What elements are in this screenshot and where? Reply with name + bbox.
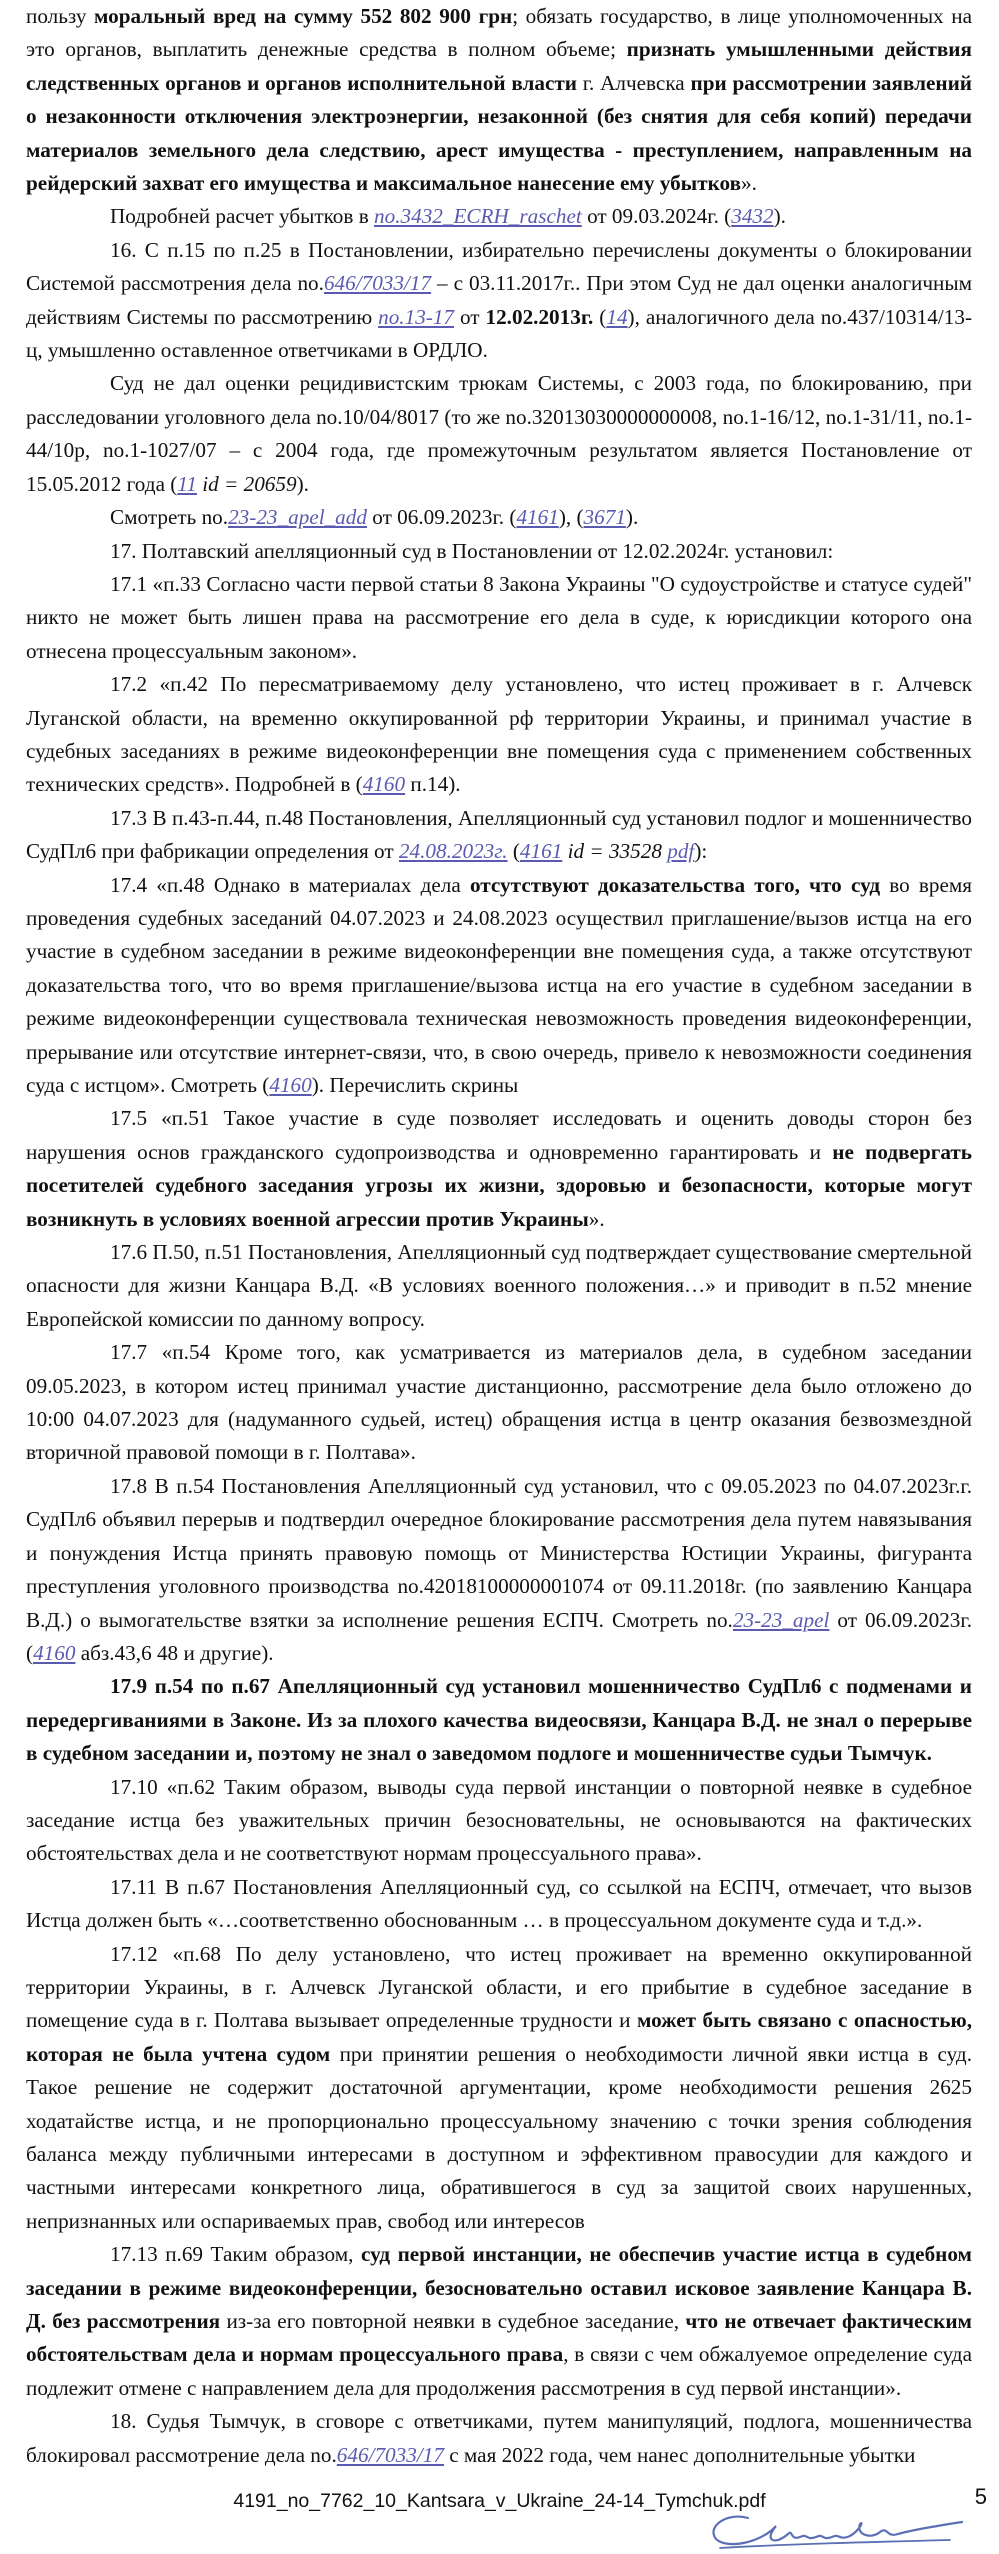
bold-text: отсутствуют доказательства того, что суд bbox=[469, 872, 881, 897]
text-run: 17.5 «п.51 Такое участие в суде позволяет исследовать и оценить доводы сторон без нарушения основ гражданского судопроизводства и одновременно гарантировать и bbox=[26, 1106, 972, 1164]
text-run: – с 03.11.2017г.. При этом Суд не дал оценки аналогичным действиям Системы по рассмотрению bbox=[26, 271, 972, 329]
text-run: Подробней расчет убытков в bbox=[110, 204, 375, 229]
document-body bbox=[26, 0, 972, 2472]
document-link[interactable]: 23-23_apel_add bbox=[228, 505, 367, 530]
paragraph bbox=[26, 2405, 972, 2472]
text-run: Смотреть no. bbox=[110, 505, 229, 530]
text-run: ). Перечислить скрины bbox=[311, 1073, 519, 1097]
paragraph bbox=[26, 1871, 972, 1938]
paragraph bbox=[26, 1470, 972, 1670]
text-run: 17.13 п.69 Таким образом, bbox=[110, 2242, 361, 2267]
paragraph bbox=[26, 1102, 972, 1236]
bold-text: может быть связано с опасностью, которая не была учтена судом bbox=[26, 2008, 973, 2066]
bold-text: 17.9 п.54 по п.67 Апелляционный суд установил мошенничество СудПл6 с подменами и передергиваниями в Законе. Из за плохого качества видеосвязи, Канцара В.Д. не знал о перерыве в судебном заседании и, поэтому не знал о заведомом подлоге и мошенничестве судьи Тымчук. bbox=[26, 1674, 972, 1766]
paragraph bbox=[26, 1236, 972, 1336]
text-run: от bbox=[454, 304, 486, 329]
paragraph bbox=[26, 568, 972, 668]
paragraph bbox=[26, 200, 972, 233]
text-run: ). bbox=[296, 471, 309, 496]
paragraph bbox=[26, 0, 972, 200]
text-run: ( bbox=[507, 839, 520, 864]
paragraph bbox=[26, 367, 972, 501]
document-link[interactable]: no.13-17 bbox=[378, 304, 455, 329]
text-run: ; обязать государство, в лице уполномоченных на это органов, выплатить денежные средства в полном объеме; bbox=[26, 4, 972, 62]
paragraph bbox=[26, 1336, 972, 1470]
document-link[interactable]: 4160 bbox=[362, 772, 406, 797]
bold-text: моральный вред на сумму 552 802 900 грн bbox=[94, 4, 513, 28]
signature-image bbox=[700, 2496, 970, 2554]
text-run: , в связи с чем обжалуемое определение суда подлежит отмене с направлением дела для продолжения рассмотрения в суд первой инстанции». bbox=[26, 2342, 972, 2400]
document-link[interactable]: 4161 bbox=[519, 839, 563, 864]
page-number: 5 bbox=[974, 2484, 987, 2509]
document-link[interactable]: 24.08.2023г. bbox=[398, 839, 508, 864]
paragraph bbox=[26, 668, 972, 802]
document-link[interactable]: 11 bbox=[177, 471, 197, 496]
italic-text: id = 20659 bbox=[196, 471, 297, 496]
text-run: 17. Полтавский апелляционный суд в Постановлении от 12.02.2024г. установил: bbox=[110, 538, 834, 563]
text-run: ). bbox=[773, 204, 786, 229]
text-run: с мая 2022 года, чем нанес дополнительные убытки bbox=[443, 2442, 916, 2467]
text-run: от 06.09.2023г. ( bbox=[366, 505, 517, 530]
text-run: ». bbox=[588, 1206, 605, 1231]
document-link[interactable]: no.3432_ECRH_raschet bbox=[374, 204, 582, 229]
document-link[interactable]: pdf bbox=[667, 839, 695, 864]
text-run: 17.3 В п.43-п.44, п.48 Постановления, Апелляционный суд установил подлог и мошенничество СудПл6 при фабрикации определения от bbox=[26, 805, 972, 864]
text-run: ( bbox=[593, 304, 607, 329]
text-run: 17.6 П.50, п.51 Постановления, Апелляционный суд подтверждает существование смертельной опасности для жизни Канцара В.Д. «В условиях военного положения…» и приводит в п.52 мнение Европейской комиссии по данному вопросу. bbox=[26, 1240, 972, 1331]
text-run: при принятии решения о необходимости личной явки истца в суд. Такое решение не содержит достаточной аргументации, кроме необходимости решения 2625 ходатайстве истца, и не пропорционально процессуальному значению с точки зрения соблюдения баланса между публичными интересами в доступном и эффективном правосудии для каждого и частными интересами конкретного лица, обратившегося в суд за защитой своих нарушенных, непризнанных или оспариваемых прав, свобод или интересов bbox=[26, 2041, 972, 2233]
italic-text: id = 33528 bbox=[562, 839, 668, 864]
footer-filename: 4191_no_7762_10_Kantsara_v_Ukraine_24-14_Tymchuk.pdf bbox=[233, 2490, 766, 2512]
text-run: во время проведения судебных заседаний 04.07.2023 и 24.08.2023 осуществил приглашение/вызов истца на его участие в судебном заседании в режиме видеоконференции вне помещения суда, а также отсутствуют доказательства того, что во время приглашение/вызова истца на его участие в судебном заседании в режиме видеоконференции существовала техническая невозможность проведения видеоконференции, прерывание или отсутствие интернет-связи, что, в свою очередь, привело к невозможности соединения суда с истцом». Смотреть ( bbox=[26, 872, 973, 1097]
text-run: от 09.03.2024г. ( bbox=[581, 204, 732, 229]
paragraph bbox=[26, 1938, 972, 2239]
paragraph bbox=[26, 1670, 972, 1770]
text-run: пользу bbox=[26, 4, 94, 28]
text-run: ), аналогичного дела no.437/10314/13-ц, умышленно оставленное ответчиками в ОРДЛО. bbox=[26, 304, 972, 363]
bold-text: признать умышленными действия следственных органов и органов исполнительной власти bbox=[26, 37, 972, 95]
document-link[interactable]: 646/7033/17 bbox=[336, 2442, 444, 2467]
paragraph bbox=[26, 234, 972, 368]
text-run: 17.1 «п.33 Согласно части первой статьи 8 Закона Украины "О судоустройстве и статусе судей" никто не может быть лишен права на рассмотрение его дела в суде, к юрисдикции которого она отнесена процессуальным законом». bbox=[26, 571, 972, 663]
paragraph bbox=[26, 2238, 972, 2405]
text-run: ». bbox=[741, 171, 757, 196]
paragraph bbox=[26, 501, 972, 534]
text-run: 17.7 «п.54 Кроме того, как усматривается из материалов дела, в судебном заседании 09.05.2023, в котором истец принимал участие дистанционно, рассмотрение дела было отложено до 10:00 04.07.2023 для (надуманного судьей, истец) обращения истца в центр оказания безвозмездной вторичной правовой помощи в г. Полтава». bbox=[26, 1340, 972, 1465]
bold-text: суд первой инстанции, не обеспечив участие истца в судебном заседании в режиме видеоконференции, безосновательно оставил исковое заявление Канцара В. Д. без рассмотрения bbox=[26, 2242, 972, 2334]
text-run: абз.43,6 48 и другие). bbox=[75, 1640, 274, 1665]
document-link[interactable]: 14 bbox=[606, 304, 628, 329]
paragraph bbox=[26, 869, 972, 1103]
text-run: ): bbox=[694, 839, 708, 864]
paragraph bbox=[26, 535, 972, 568]
text-run: 16. С п.15 по п.25 в Постановлении, избирательно перечислены документы о блокировании Системой рассмотрения дела no. bbox=[26, 237, 972, 296]
text-run: г. Алчевска bbox=[577, 70, 691, 95]
document-link[interactable]: 3671 bbox=[583, 505, 626, 530]
text-run: ), ( bbox=[558, 505, 584, 530]
text-run: от 06.09.2023г. ( bbox=[26, 1607, 972, 1665]
document-link[interactable]: 23-23_apel bbox=[732, 1607, 830, 1632]
text-run: 17.2 «п.42 По пересматриваемому делу установлено, что истец проживает в г. Алчевск Луганской области, на временно оккупированной рф территории Украины, и принимал участие в судебных заседаниях в режиме видеоконференции вне помещения суда с применением собственных технических средств». Подробней в ( bbox=[26, 672, 972, 797]
text-run: ). bbox=[625, 505, 639, 530]
bold-text: что не отвечает фактическим обстоятельствам дела и нормам процессуального права bbox=[26, 2309, 972, 2367]
bold-text: при рассмотрении заявлений о незаконности отключения электроэнергии, незаконной (без снятия для себя копий) передачи материалов земельного дела следствию, арест имущества - преступлением, направленным на рейдерский захват его имущества и максимальное нанесение ему убытков bbox=[26, 70, 972, 196]
text-run: 17.10 «п.62 Таким образом, выводы суда первой инстанции о повторной неявке в судебное заседание истца без уважительных причин безосновательны, не основываются на фактических обстоятельствах дела и не соответствуют нормам процессуального права». bbox=[26, 1774, 972, 1866]
document-link[interactable]: 4160 bbox=[33, 1640, 76, 1665]
text-run: 17.4 «п.48 Однако в материалах дела bbox=[110, 872, 470, 897]
text-run: 17.8 В п.54 Постановления Апелляционный суд установил, что с 09.05.2023 по 04.07.2023г.г. СудПл6 объявил перерыв и подтвердил очередное блокирование рассмотрения дела путем навязывания и понуждения Истца принять правовую помощь от Министерства Юстиции Украины, фигуранта преступления уголовного производства no.42018100000001074 от 09.11.2018г. (по заявлению Канцара В.Д.) о вымогательстве взятки за исполнение решения ЕСПЧ. Смотреть no. bbox=[26, 1473, 972, 1632]
text-run: Суд не дал оценки рецидивистским трюкам Системы, с 2003 года, по блокированию, при расследовании уголовного дела no.10/04/8017 (то же no.32013030000000008, no.1-16/12, no.1-31/11, no.1-44/10р, no.1-1027/07 – с 2004 года, где промежуточным результатом является Постановление от 15.05.2012 года ( bbox=[26, 371, 972, 496]
paragraph bbox=[26, 1771, 972, 1871]
text-run: п.14). bbox=[405, 772, 461, 797]
document-link[interactable]: 3432 bbox=[731, 204, 774, 229]
document-link[interactable]: 4161 bbox=[516, 505, 559, 530]
text-run: из-за его повторной неявки в судебное заседание, bbox=[220, 2309, 686, 2334]
document-link[interactable]: 4160 bbox=[269, 1073, 312, 1097]
text-run: 17.12 «п.68 По делу установлено, что истец проживает на временно оккупированной территории Украины, в г. Алчевск Луганской области, и его прибытие в судебное заседание в помещение суда в г. Полтава вызывает определенные трудности и bbox=[26, 1941, 972, 2033]
bold-text: не подвергать посетителей судебного заседания угрозы их жизни, здоровью и безопасности, которые могут возникнуть в условиях военной агрессии против Украины bbox=[26, 1139, 973, 1231]
document-link[interactable]: 646/7033/17 bbox=[323, 271, 432, 296]
paragraph bbox=[26, 802, 972, 869]
text-run: 18. Судья Тымчук, в сговоре с ответчиками, путем манипуляций, подлога, мошенничества блокировал рассмотрение дела no. bbox=[26, 2409, 972, 2467]
text-run: 17.11 В п.67 Постановления Апелляционный суд, со ссылкой на ЕСПЧ, отмечает, что вызов Истца должен быть «…соответственно обоснованным … в процессуальном документе суда и т.д.». bbox=[26, 1874, 972, 1933]
bold-text: 12.02.2013г. bbox=[485, 304, 594, 329]
